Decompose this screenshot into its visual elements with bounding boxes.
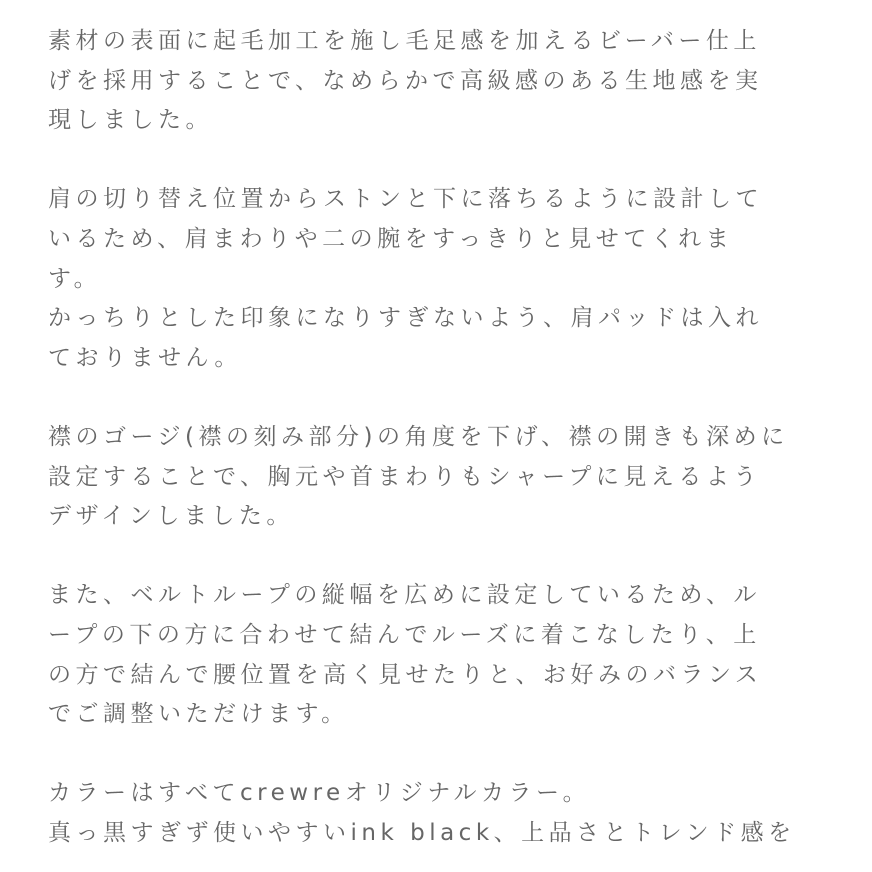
text-line: す。 [48, 265, 102, 292]
text-line: 現しました。 [48, 107, 213, 134]
text-line: 設定することで、胸元や首まわりもシャープに見えるよう [48, 463, 761, 490]
paragraph-color [48, 774, 848, 853]
text-line: ておりません。 [48, 344, 242, 371]
text-line: の方で結んで腰位置を高く見せたりと、お好みのバランス [48, 661, 763, 688]
text-line: 襟のゴージ(襟の刻み部分)の角度を下げ、襟の開きも深めに [48, 423, 789, 450]
text-line: でご調整いただけます。 [48, 701, 349, 728]
text-line: カラーはすべてcrewreオリジナルカラー。 [48, 780, 591, 807]
paragraph-gap [48, 378, 848, 418]
paragraph-collar [48, 418, 848, 537]
paragraph-gap [48, 537, 848, 577]
text-line: 真っ黒すぎず使いやすいink black、上品さとトレンド感を [48, 819, 796, 846]
paragraph-belt-loop [48, 576, 848, 734]
paragraph-gap [48, 141, 848, 181]
paragraph-gap [48, 735, 848, 775]
text-line: いるため、肩まわりや二の腕をすっきりと見せてくれま [48, 225, 734, 252]
text-line: 素材の表面に起毛加工を施し毛足感を加えるビーバー仕上 [48, 28, 761, 54]
text-line: 肩の切り替え位置からストンと下に落ちるように設計して [48, 186, 763, 213]
paragraph-fabric [48, 22, 848, 141]
text-line: デザインしました。 [48, 503, 294, 530]
text-line: かっちりとした印象になりすぎないよう、肩パッドは入れ [48, 305, 763, 332]
paragraph-shoulder [48, 180, 848, 378]
text-line: げを採用することで、なめらかで高級感のある生地感を実 [48, 67, 763, 94]
text-line: ープの下の方に合わせて結んでルーズに着こなしたり、上 [48, 621, 761, 648]
product-description [48, 22, 848, 853]
text-line: また、ベルトループの縦幅を広めに設定しているため、ル [48, 582, 761, 609]
